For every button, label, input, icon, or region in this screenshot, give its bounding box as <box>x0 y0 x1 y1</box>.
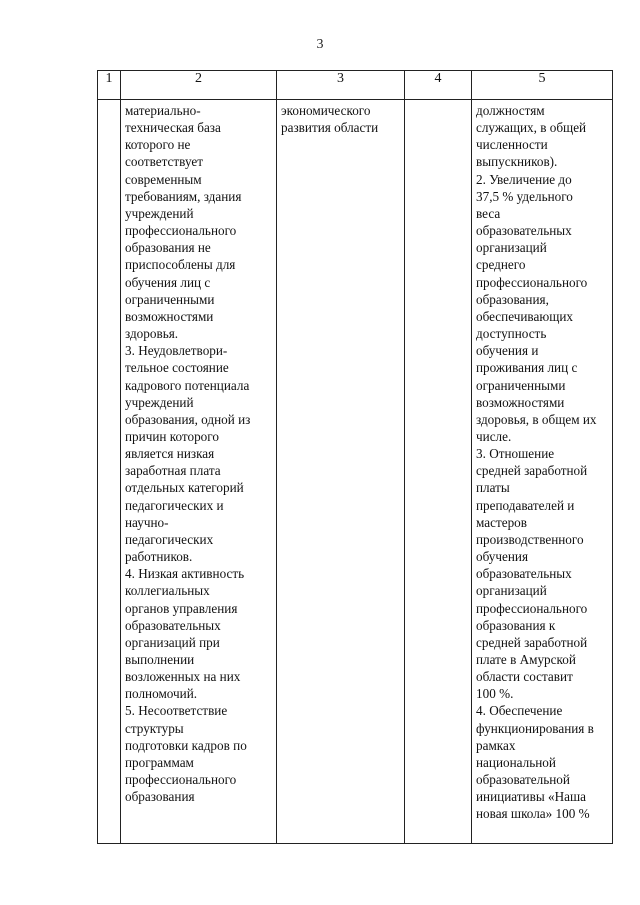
table-cell-col4 <box>405 100 472 844</box>
column-header-5: 5 <box>472 71 613 100</box>
table-row <box>98 100 613 844</box>
table-cell-col1 <box>98 100 121 844</box>
column-header-1: 1 <box>98 71 121 100</box>
column-header-2: 2 <box>121 71 277 100</box>
cell-text-col4 <box>405 100 471 843</box>
column-header-3: 3 <box>277 71 405 100</box>
table-header-row <box>98 71 613 100</box>
document-table <box>97 70 613 844</box>
table-cell-col5 <box>472 100 613 844</box>
cell-text-col5: должностям служащих, в общей численности выпускников). 2. Увеличение до 37,5 % удельного веса образовательных организаций среднего профессионального образования, обеспечивающих доступность обучения и проживания лиц с ограниченными возможностями здоровья, в общем их числе. 3. Отношение средней заработной платы преподавателей и мастеров производственного обучения образовательных организаций профессионального образования к средней заработной плате в Амурской области составит 100 %. 4. Обеспечение функционирования в рамках национальной образовательной инициативы «Наша новая школа» 100 % <box>476 103 597 822</box>
column-header-4: 4 <box>405 71 472 100</box>
cell-text-col2: материально- техническая база которого не соответствует современным требованиям, здания учреждений профессионального образования не приспособлены для обучения лиц с ограниченными возможностями здоровья. 3. Неудовлетвори- тельное состояние кадрового потенциала учреждений образования, одной из причин которого является низкая заработная плата отдельных категорий педагогических и научно- педагогических работников. 4. Низкая активность коллегиальных органов управления образовательных организаций при выполнении возложенных на них полномочий. 5. Несоответствие структуры подготовки кадров по программам профессионального образования <box>125 103 251 805</box>
cell-text-col3: экономического развития области <box>281 103 379 136</box>
table-cell-col3 <box>277 100 405 844</box>
cell-text-col1 <box>98 100 120 843</box>
table-cell-col2 <box>121 100 277 844</box>
page-number: 3 <box>316 37 324 52</box>
